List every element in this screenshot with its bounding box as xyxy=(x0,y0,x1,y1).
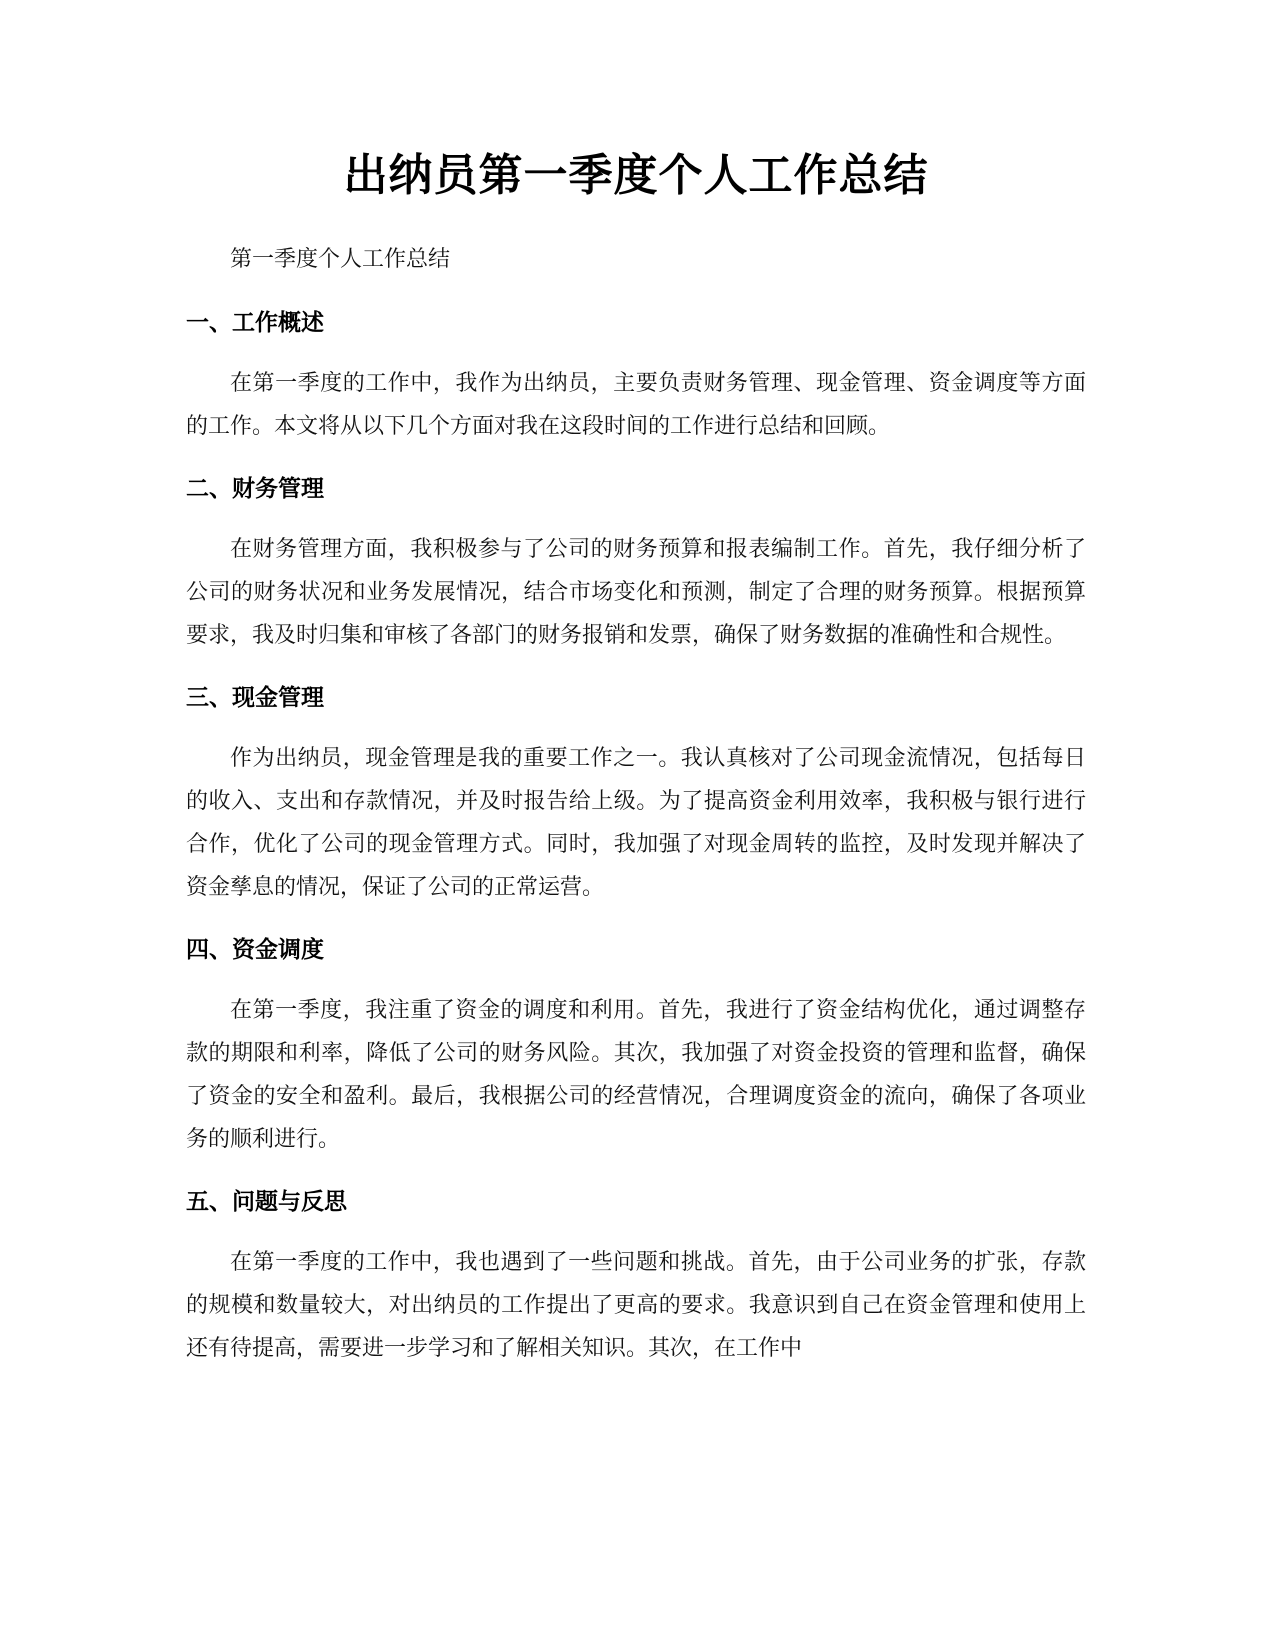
section-fund-scheduling xyxy=(186,927,1086,1161)
document-subtitle: 第一季度个人工作总结 xyxy=(230,247,451,272)
section-paragraph: 在财务管理方面，我积极参与了公司的财务预算和报表编制工作。首先，我仔细分析了公司的财务状况和业务发展情况，结合市场变化和预测，制定了合理的财务预算。根据预算要求，我及时归集和审核了各部门的财务报销和发票，确保了财务数据的准确性和合规性。 xyxy=(186,537,1086,648)
section-heading: 二、财务管理 xyxy=(186,476,324,502)
section-heading: 四、资金调度 xyxy=(186,937,324,963)
section-problems-reflection xyxy=(186,1179,1086,1370)
document-page xyxy=(186,140,1086,1370)
section-financial-management xyxy=(186,466,1086,657)
section-cash-management xyxy=(186,675,1086,909)
section-heading: 一、工作概述 xyxy=(186,310,324,336)
section-heading: 三、现金管理 xyxy=(186,685,324,711)
section-paragraph: 在第一季度，我注重了资金的调度和利用。首先，我进行了资金结构优化，通过调整存款的期限和利率，降低了公司的财务风险。其次，我加强了对资金投资的管理和监督，确保了资金的安全和盈利。最后，我根据公司的经营情况，合理调度资金的流向，确保了各项业务的顺利进行。 xyxy=(186,998,1086,1152)
section-paragraph: 在第一季度的工作中，我也遇到了一些问题和挑战。首先，由于公司业务的扩张，存款的规模和数量较大，对出纳员的工作提出了更高的要求。我意识到自己在资金管理和使用上还有待提高，需要进一步学习和了解相关知识。其次，在工作中 xyxy=(186,1250,1086,1361)
section-paragraph: 作为出纳员，现金管理是我的重要工作之一。我认真核对了公司现金流情况，包括每日的收入、支出和存款情况，并及时报告给上级。为了提高资金利用效率，我积极与银行进行合作，优化了公司的现金管理方式。同时，我加强了对现金周转的监控，及时发现并解决了资金孳息的情况，保证了公司的正常运营。 xyxy=(186,746,1086,900)
section-paragraph: 在第一季度的工作中，我作为出纳员，主要负责财务管理、现金管理、资金调度等方面的工作。本文将从以下几个方面对我在这段时间的工作进行总结和回顾。 xyxy=(186,371,1086,439)
document-title: 出纳员第一季度个人工作总结 xyxy=(343,150,929,201)
section-overview xyxy=(186,300,1086,448)
section-heading: 五、问题与反思 xyxy=(186,1189,347,1215)
